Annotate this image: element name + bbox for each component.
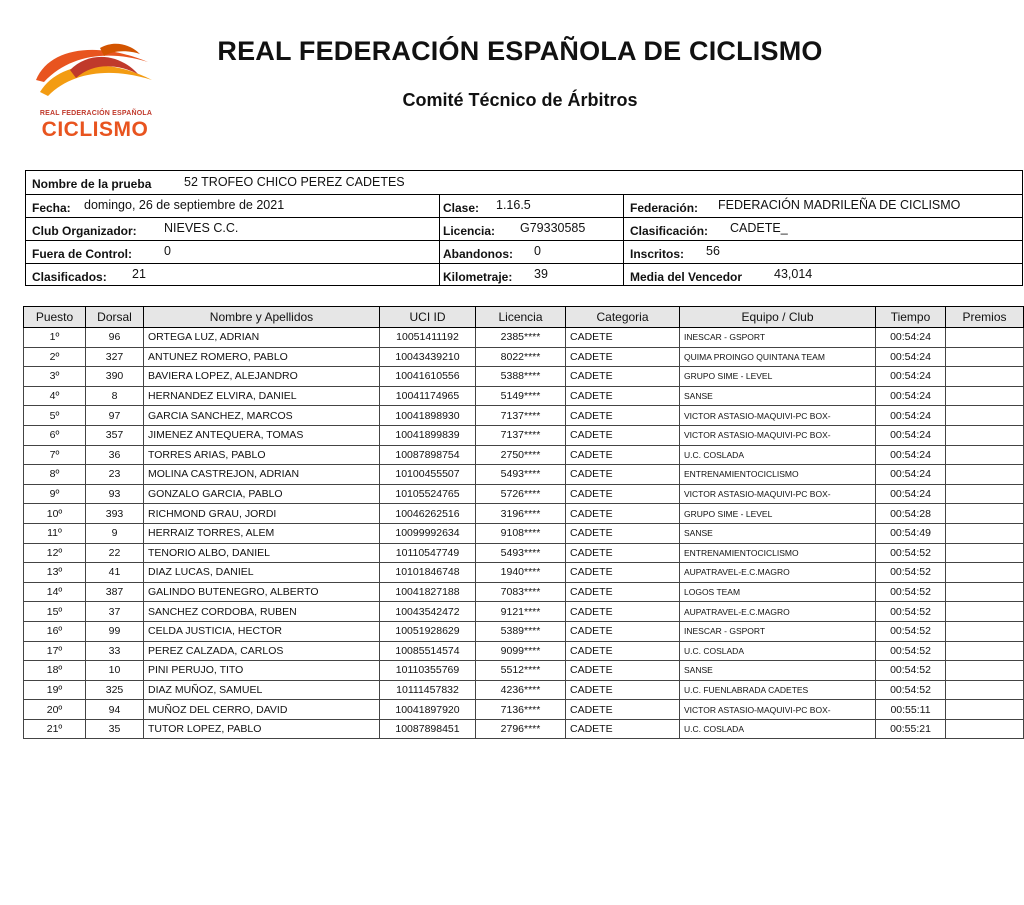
categoria-cell: CADETE bbox=[566, 563, 680, 583]
categoria-cell: CADETE bbox=[566, 367, 680, 387]
uci-id-cell: 10041610556 bbox=[380, 367, 476, 387]
tiempo-cell: 00:54:28 bbox=[876, 504, 946, 524]
table-row bbox=[24, 386, 1024, 406]
premios-cell bbox=[946, 563, 1024, 583]
equipo-cell: U.C. COSLADA bbox=[680, 719, 876, 739]
dorsal-cell: 37 bbox=[86, 602, 144, 622]
categoria-cell: CADETE bbox=[566, 641, 680, 661]
licencia-cell: 5512**** bbox=[476, 661, 566, 681]
equipo-cell: VICTOR ASTASIO-MAQUIVI-PC BOX- bbox=[680, 700, 876, 720]
premios-cell bbox=[946, 641, 1024, 661]
premios-cell bbox=[946, 602, 1024, 622]
premios-cell bbox=[946, 367, 1024, 387]
puesto-cell: 3º bbox=[24, 367, 86, 387]
licencia-cell: 7137**** bbox=[476, 425, 566, 445]
premios-cell bbox=[946, 661, 1024, 681]
categoria-cell: CADETE bbox=[566, 425, 680, 445]
puesto-cell: 11º bbox=[24, 523, 86, 543]
equipo-cell: GRUPO SIME - LEVEL bbox=[680, 367, 876, 387]
licencia-cell: 2750**** bbox=[476, 445, 566, 465]
dorsal-cell: 8 bbox=[86, 386, 144, 406]
clasificacion-label: Clasificación: bbox=[630, 224, 709, 238]
puesto-cell: 7º bbox=[24, 445, 86, 465]
table-row bbox=[24, 700, 1024, 720]
tiempo-cell: 00:54:52 bbox=[876, 602, 946, 622]
federacion-label: Federación: bbox=[630, 201, 699, 215]
info-row-1 bbox=[26, 171, 1022, 195]
equipo-cell: ENTRENAMIENTOCICLISMO bbox=[680, 465, 876, 485]
logo-subtext: REAL FEDERACIÓN ESPAÑOLA bbox=[39, 110, 153, 117]
uci-id-cell: 10110355769 bbox=[380, 661, 476, 681]
uci-id-cell: 10111457832 bbox=[380, 680, 476, 700]
kilometraje-label: Kilometraje: bbox=[443, 270, 513, 284]
nombre-cell: SANCHEZ CORDOBA, RUBEN bbox=[144, 602, 380, 622]
licencia-cell: 8022**** bbox=[476, 347, 566, 367]
licencia-cell: 2385**** bbox=[476, 328, 566, 348]
table-row bbox=[24, 484, 1024, 504]
equipo-cell: VICTOR ASTASIO-MAQUIVI-PC BOX- bbox=[680, 406, 876, 426]
table-row bbox=[24, 661, 1024, 681]
col-header: Puesto bbox=[24, 307, 86, 328]
uci-id-cell: 10041174965 bbox=[380, 386, 476, 406]
categoria-cell: CADETE bbox=[566, 504, 680, 524]
dorsal-cell: 357 bbox=[86, 425, 144, 445]
nombre-cell: BAVIERA LOPEZ, ALEJANDRO bbox=[144, 367, 380, 387]
puesto-cell: 16º bbox=[24, 621, 86, 641]
uci-id-cell: 10041899839 bbox=[380, 425, 476, 445]
tiempo-cell: 00:54:52 bbox=[876, 582, 946, 602]
puesto-cell: 18º bbox=[24, 661, 86, 681]
nombre-cell: MOLINA CASTREJON, ADRIAN bbox=[144, 465, 380, 485]
results-body bbox=[24, 328, 1024, 739]
nombre-cell: DIAZ MUÑOZ, SAMUEL bbox=[144, 680, 380, 700]
dorsal-cell: 35 bbox=[86, 719, 144, 739]
table-row bbox=[24, 347, 1024, 367]
categoria-cell: CADETE bbox=[566, 543, 680, 563]
table-row bbox=[24, 504, 1024, 524]
premios-cell bbox=[946, 425, 1024, 445]
page-subtitle: Comité Técnico de Árbitros bbox=[402, 90, 638, 110]
tiempo-cell: 00:54:24 bbox=[876, 445, 946, 465]
race-info-box bbox=[25, 170, 1023, 286]
premios-cell bbox=[946, 406, 1024, 426]
table-row bbox=[24, 328, 1024, 348]
fecha-label: Fecha: bbox=[32, 201, 71, 215]
licencia-cell: 1940**** bbox=[476, 563, 566, 583]
col-header: Tiempo bbox=[876, 307, 946, 328]
categoria-cell: CADETE bbox=[566, 406, 680, 426]
tiempo-cell: 00:54:24 bbox=[876, 328, 946, 348]
licencia-cell: 5388**** bbox=[476, 367, 566, 387]
col-header: UCI ID bbox=[380, 307, 476, 328]
table-header-row bbox=[24, 307, 1024, 328]
tiempo-cell: 00:55:11 bbox=[876, 700, 946, 720]
premios-cell bbox=[946, 328, 1024, 348]
nombre-cell: GONZALO GARCIA, PABLO bbox=[144, 484, 380, 504]
puesto-cell: 13º bbox=[24, 563, 86, 583]
licencia-cell: 4236**** bbox=[476, 680, 566, 700]
uci-id-cell: 10105524765 bbox=[380, 484, 476, 504]
tiempo-cell: 00:54:49 bbox=[876, 523, 946, 543]
col-header: Equipo / Club bbox=[680, 307, 876, 328]
nombre-cell: ORTEGA LUZ, ADRIAN bbox=[144, 328, 380, 348]
puesto-cell: 6º bbox=[24, 425, 86, 445]
tiempo-cell: 00:54:24 bbox=[876, 367, 946, 387]
table-row bbox=[24, 406, 1024, 426]
categoria-cell: CADETE bbox=[566, 484, 680, 504]
nombre-cell: HERNANDEZ ELVIRA, DANIEL bbox=[144, 386, 380, 406]
tiempo-cell: 00:54:24 bbox=[876, 425, 946, 445]
puesto-cell: 9º bbox=[24, 484, 86, 504]
tiempo-cell: 00:54:24 bbox=[876, 386, 946, 406]
nombre-cell: CELDA JUSTICIA, HECTOR bbox=[144, 621, 380, 641]
tiempo-cell: 00:54:24 bbox=[876, 347, 946, 367]
licencia-cell: 7137**** bbox=[476, 406, 566, 426]
puesto-cell: 21º bbox=[24, 719, 86, 739]
page-title: REAL FEDERACIÓN ESPAÑOLA DE CICLISMO bbox=[217, 36, 823, 66]
table-row bbox=[24, 425, 1024, 445]
licencia-cell: 3196**** bbox=[476, 504, 566, 524]
inscritos-value: 56 bbox=[706, 244, 720, 258]
federacion-value: FEDERACIÓN MADRILEÑA DE CICLISMO bbox=[718, 198, 961, 212]
cyclist-swoosh-icon bbox=[30, 40, 158, 112]
puesto-cell: 12º bbox=[24, 543, 86, 563]
licencia-cell: 2796**** bbox=[476, 719, 566, 739]
dorsal-cell: 41 bbox=[86, 563, 144, 583]
equipo-cell: VICTOR ASTASIO-MAQUIVI-PC BOX- bbox=[680, 484, 876, 504]
equipo-cell: INESCAR - GSPORT bbox=[680, 621, 876, 641]
categoria-cell: CADETE bbox=[566, 465, 680, 485]
clasificacion-value: CADETE_ bbox=[730, 221, 788, 235]
licencia-cell: 9121**** bbox=[476, 602, 566, 622]
dorsal-cell: 23 bbox=[86, 465, 144, 485]
dorsal-cell: 325 bbox=[86, 680, 144, 700]
premios-cell bbox=[946, 582, 1024, 602]
dorsal-cell: 393 bbox=[86, 504, 144, 524]
nombre-cell: GALINDO BUTENEGRO, ALBERTO bbox=[144, 582, 380, 602]
premios-cell bbox=[946, 465, 1024, 485]
equipo-cell: U.C. COSLADA bbox=[680, 445, 876, 465]
inscritos-label: Inscritos: bbox=[630, 247, 685, 261]
tiempo-cell: 00:55:21 bbox=[876, 719, 946, 739]
nombre-cell: GARCIA SANCHEZ, MARCOS bbox=[144, 406, 380, 426]
categoria-cell: CADETE bbox=[566, 680, 680, 700]
categoria-cell: CADETE bbox=[566, 700, 680, 720]
puesto-cell: 8º bbox=[24, 465, 86, 485]
table-row bbox=[24, 445, 1024, 465]
info-row-4 bbox=[26, 241, 1022, 264]
table-row bbox=[24, 465, 1024, 485]
dorsal-cell: 22 bbox=[86, 543, 144, 563]
col-header: Nombre y Apellidos bbox=[144, 307, 380, 328]
licencia-cell: 9108**** bbox=[476, 523, 566, 543]
col-header: Categoria bbox=[566, 307, 680, 328]
equipo-cell: QUIMA PROINGO QUINTANA TEAM bbox=[680, 347, 876, 367]
club-label: Club Organizador: bbox=[32, 224, 137, 238]
nombre-cell: JIMENEZ ANTEQUERA, TOMAS bbox=[144, 425, 380, 445]
uci-id-cell: 10100455507 bbox=[380, 465, 476, 485]
dorsal-cell: 10 bbox=[86, 661, 144, 681]
licencia-cell: 5493**** bbox=[476, 543, 566, 563]
abandonos-label: Abandonos: bbox=[443, 247, 513, 261]
uci-id-cell: 10087898451 bbox=[380, 719, 476, 739]
fuera-value: 0 bbox=[164, 244, 171, 258]
nombre-cell: TORRES ARIAS, PABLO bbox=[144, 445, 380, 465]
uci-id-cell: 10043542472 bbox=[380, 602, 476, 622]
dorsal-cell: 387 bbox=[86, 582, 144, 602]
puesto-cell: 4º bbox=[24, 386, 86, 406]
premios-cell bbox=[946, 543, 1024, 563]
table-row bbox=[24, 582, 1024, 602]
equipo-cell: SANSE bbox=[680, 661, 876, 681]
licencia-cell: 5149**** bbox=[476, 386, 566, 406]
fuera-label: Fuera de Control: bbox=[32, 247, 133, 261]
equipo-cell: VICTOR ASTASIO-MAQUIVI-PC BOX- bbox=[680, 425, 876, 445]
licencia-cell: 5493**** bbox=[476, 465, 566, 485]
tiempo-cell: 00:54:52 bbox=[876, 680, 946, 700]
table-row bbox=[24, 641, 1024, 661]
puesto-cell: 1º bbox=[24, 328, 86, 348]
nombre-label: Nombre de la prueba bbox=[32, 177, 152, 191]
premios-cell bbox=[946, 700, 1024, 720]
licencia-cell: 5726**** bbox=[476, 484, 566, 504]
equipo-cell: GRUPO SIME - LEVEL bbox=[680, 504, 876, 524]
categoria-cell: CADETE bbox=[566, 523, 680, 543]
uci-id-cell: 10087898754 bbox=[380, 445, 476, 465]
info-row-5 bbox=[26, 264, 1022, 286]
uci-id-cell: 10043439210 bbox=[380, 347, 476, 367]
puesto-cell: 2º bbox=[24, 347, 86, 367]
dorsal-cell: 327 bbox=[86, 347, 144, 367]
puesto-cell: 14º bbox=[24, 582, 86, 602]
premios-cell bbox=[946, 386, 1024, 406]
equipo-cell: ENTRENAMIENTOCICLISMO bbox=[680, 543, 876, 563]
col-header: Premios bbox=[946, 307, 1024, 328]
premios-cell bbox=[946, 445, 1024, 465]
uci-id-cell: 10110547749 bbox=[380, 543, 476, 563]
nombre-cell: PINI PERUJO, TITO bbox=[144, 661, 380, 681]
info-divider-1 bbox=[439, 195, 440, 285]
uci-id-cell: 10101846748 bbox=[380, 563, 476, 583]
fecha-value: domingo, 26 de septiembre de 2021 bbox=[84, 198, 285, 212]
nombre-cell: TENORIO ALBO, DANIEL bbox=[144, 543, 380, 563]
tiempo-cell: 00:54:24 bbox=[876, 465, 946, 485]
col-header: Dorsal bbox=[86, 307, 144, 328]
equipo-cell: U.C. FUENLABRADA CADETES bbox=[680, 680, 876, 700]
premios-cell bbox=[946, 719, 1024, 739]
puesto-cell: 15º bbox=[24, 602, 86, 622]
results-table bbox=[23, 306, 1024, 739]
tiempo-cell: 00:54:52 bbox=[876, 641, 946, 661]
info-divider-2 bbox=[623, 195, 624, 285]
equipo-cell: INESCAR - GSPORT bbox=[680, 328, 876, 348]
categoria-cell: CADETE bbox=[566, 386, 680, 406]
categoria-cell: CADETE bbox=[566, 582, 680, 602]
table-row bbox=[24, 680, 1024, 700]
abandonos-value: 0 bbox=[534, 244, 541, 258]
info-row-2 bbox=[26, 195, 1022, 218]
puesto-cell: 5º bbox=[24, 406, 86, 426]
categoria-cell: CADETE bbox=[566, 328, 680, 348]
premios-cell bbox=[946, 347, 1024, 367]
licencia-cell: 9099**** bbox=[476, 641, 566, 661]
nombre-cell: PEREZ CALZADA, CARLOS bbox=[144, 641, 380, 661]
uci-id-cell: 10051928629 bbox=[380, 621, 476, 641]
categoria-cell: CADETE bbox=[566, 661, 680, 681]
dorsal-cell: 96 bbox=[86, 328, 144, 348]
equipo-cell: AUPATRAVEL-E.C.MAGRO bbox=[680, 563, 876, 583]
categoria-cell: CADETE bbox=[566, 445, 680, 465]
table-row bbox=[24, 367, 1024, 387]
puesto-cell: 20º bbox=[24, 700, 86, 720]
table-row bbox=[24, 563, 1024, 583]
table-row bbox=[24, 621, 1024, 641]
premios-cell bbox=[946, 504, 1024, 524]
rfec-logo bbox=[30, 40, 158, 144]
uci-id-cell: 10051411192 bbox=[380, 328, 476, 348]
clasificados-value: 21 bbox=[132, 267, 146, 281]
table-row bbox=[24, 719, 1024, 739]
uci-id-cell: 10099992634 bbox=[380, 523, 476, 543]
puesto-cell: 10º bbox=[24, 504, 86, 524]
media-label: Media del Vencedor bbox=[630, 270, 743, 284]
dorsal-cell: 94 bbox=[86, 700, 144, 720]
equipo-cell: SANSE bbox=[680, 386, 876, 406]
nombre-cell: ANTUNEZ ROMERO, PABLO bbox=[144, 347, 380, 367]
tiempo-cell: 00:54:52 bbox=[876, 621, 946, 641]
nombre-value: 52 TROFEO CHICO PEREZ CADETES bbox=[184, 175, 405, 189]
equipo-cell: LOGOS TEAM bbox=[680, 582, 876, 602]
media-value: 43,014 bbox=[774, 267, 813, 281]
uci-id-cell: 10041898930 bbox=[380, 406, 476, 426]
nombre-cell: RICHMOND GRAU, JORDI bbox=[144, 504, 380, 524]
dorsal-cell: 33 bbox=[86, 641, 144, 661]
premios-cell bbox=[946, 621, 1024, 641]
clase-label: Clase: bbox=[443, 201, 480, 215]
clase-value: 1.16.5 bbox=[496, 198, 531, 212]
dorsal-cell: 97 bbox=[86, 406, 144, 426]
nombre-cell: MUÑOZ DEL CERRO, DAVID bbox=[144, 700, 380, 720]
premios-cell bbox=[946, 523, 1024, 543]
nombre-cell: TUTOR LOPEZ, PABLO bbox=[144, 719, 380, 739]
col-header: Licencia bbox=[476, 307, 566, 328]
licencia-value: G79330585 bbox=[520, 221, 586, 235]
categoria-cell: CADETE bbox=[566, 719, 680, 739]
tiempo-cell: 00:54:24 bbox=[876, 484, 946, 504]
info-row-3 bbox=[26, 218, 1022, 241]
dorsal-cell: 99 bbox=[86, 621, 144, 641]
licencia-cell: 7136**** bbox=[476, 700, 566, 720]
table-row bbox=[24, 602, 1024, 622]
dorsal-cell: 93 bbox=[86, 484, 144, 504]
dorsal-cell: 9 bbox=[86, 523, 144, 543]
categoria-cell: CADETE bbox=[566, 602, 680, 622]
tiempo-cell: 00:54:52 bbox=[876, 543, 946, 563]
premios-cell bbox=[946, 680, 1024, 700]
dorsal-cell: 36 bbox=[86, 445, 144, 465]
nombre-cell: HERRAIZ TORRES, ALEM bbox=[144, 523, 380, 543]
categoria-cell: CADETE bbox=[566, 347, 680, 367]
licencia-cell: 5389**** bbox=[476, 621, 566, 641]
nombre-cell: DIAZ LUCAS, DANIEL bbox=[144, 563, 380, 583]
kilometraje-value: 39 bbox=[534, 267, 548, 281]
puesto-cell: 19º bbox=[24, 680, 86, 700]
licencia-cell: 7083**** bbox=[476, 582, 566, 602]
tiempo-cell: 00:54:52 bbox=[876, 563, 946, 583]
uci-id-cell: 10041897920 bbox=[380, 700, 476, 720]
uci-id-cell: 10046262516 bbox=[380, 504, 476, 524]
logo-text: CICLISMO bbox=[41, 118, 149, 141]
uci-id-cell: 10041827188 bbox=[380, 582, 476, 602]
equipo-cell: SANSE bbox=[680, 523, 876, 543]
table-row bbox=[24, 543, 1024, 563]
equipo-cell: AUPATRAVEL-E.C.MAGRO bbox=[680, 602, 876, 622]
tiempo-cell: 00:54:52 bbox=[876, 661, 946, 681]
categoria-cell: CADETE bbox=[566, 621, 680, 641]
premios-cell bbox=[946, 484, 1024, 504]
equipo-cell: U.C. COSLADA bbox=[680, 641, 876, 661]
tiempo-cell: 00:54:24 bbox=[876, 406, 946, 426]
puesto-cell: 17º bbox=[24, 641, 86, 661]
clasificados-label: Clasificados: bbox=[32, 270, 107, 284]
licencia-label: Licencia: bbox=[443, 224, 496, 238]
dorsal-cell: 390 bbox=[86, 367, 144, 387]
club-value: NIEVES C.C. bbox=[164, 221, 239, 235]
uci-id-cell: 10085514574 bbox=[380, 641, 476, 661]
table-row bbox=[24, 523, 1024, 543]
